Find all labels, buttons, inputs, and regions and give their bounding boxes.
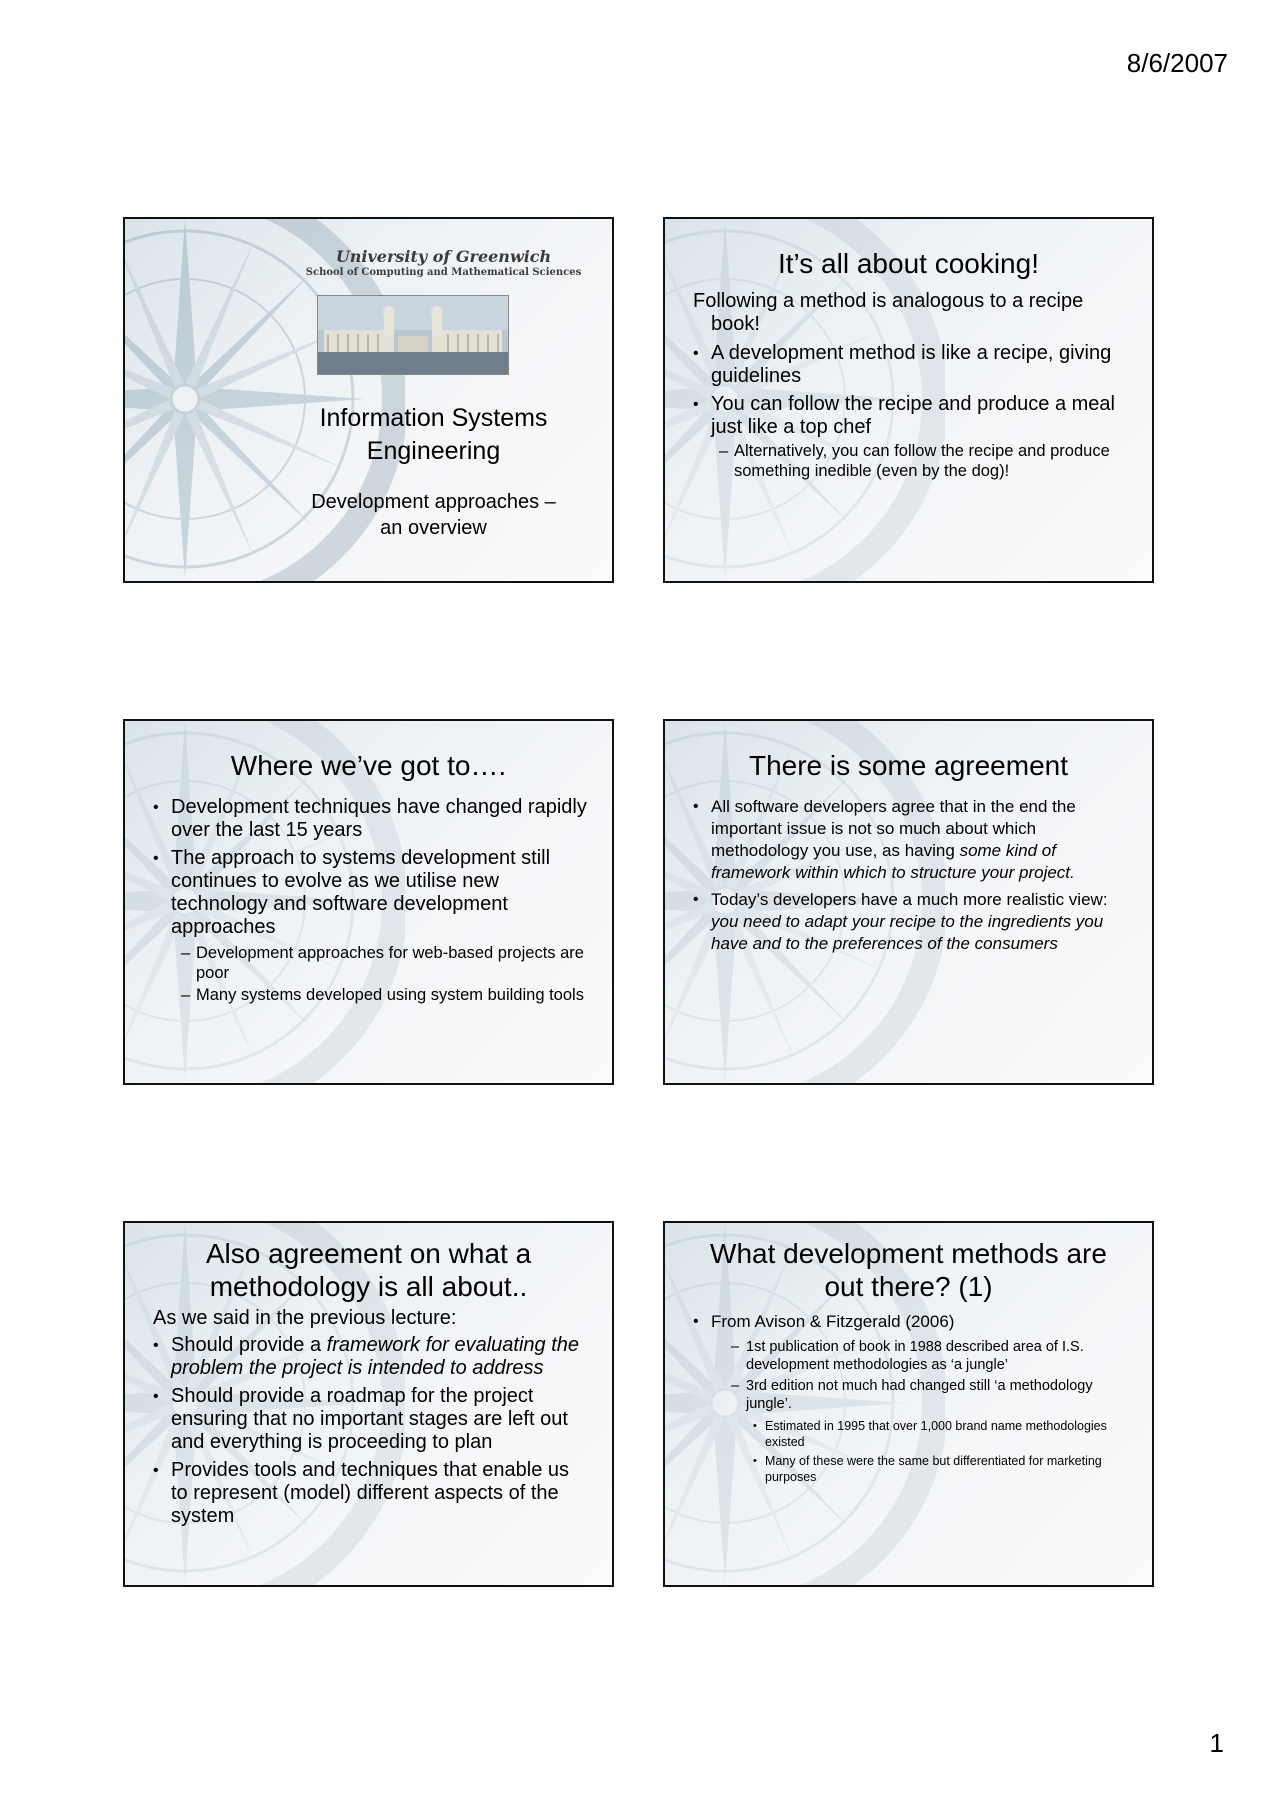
slide-heading	[665, 1237, 1152, 1303]
heading-line: out there? (1)	[824, 1271, 993, 1302]
page-number: 1	[1209, 1728, 1224, 1758]
bullet-text: All software developers agree that in the end the important issue is not so much about which methodology you use, as having	[711, 797, 1076, 860]
presentation-subtitle	[275, 489, 592, 541]
bullet-emphasis: framework for evaluating the problem the project is intended to address	[171, 1334, 580, 1379]
sub-bullet-item: – Many systems developed using system building tools	[181, 986, 588, 1006]
slide-cooking	[663, 217, 1154, 583]
presentation-title	[275, 402, 592, 468]
slide-progress	[123, 719, 614, 1085]
lead-text: As we said in the previous lecture:	[153, 1307, 457, 1329]
bullet-item: • The approach to systems development still continues to evolve as we utilise new technology and software development approaches	[153, 847, 588, 939]
bullet-text: Today’s developers have a much more realistic view:	[711, 890, 1108, 909]
slide-heading: Where we’ve got to….	[230, 750, 507, 781]
subtitle-line: Development approaches –	[311, 491, 556, 513]
sub-bullet-item: – 3rd edition not much had changed still ‘a methodology jungle’.	[731, 1377, 1128, 1413]
title-line: Information Systems	[319, 404, 548, 432]
heading-line: Also agreement on what a	[205, 1238, 532, 1269]
detail-bullet-item: • Many of these were the same but differentiated for marketing purposes	[753, 1453, 1128, 1485]
header-date: 8/6/2007	[1126, 48, 1228, 78]
bullet-item: • Provides tools and techniques that enable us to represent (model) different aspects of the system	[153, 1459, 588, 1528]
bullet-item	[153, 1334, 588, 1380]
bullet-item	[693, 796, 1128, 884]
bullet-emphasis: some kind of framework within which to structure your project.	[711, 841, 1075, 882]
subtitle-line: an overview	[380, 517, 487, 539]
lead-text: Following a method is analogous to a recipe book!	[693, 290, 1084, 335]
heading-line: methodology is all about..	[209, 1271, 528, 1302]
detail-bullet-item: • Estimated in 1995 that over 1,000 brand name methodologies existed	[753, 1418, 1128, 1450]
slide-heading	[125, 1237, 612, 1303]
bullet-item: • Should provide a roadmap for the project ensuring that no important stages are left out and everything is proceeding to plan	[153, 1385, 588, 1454]
bullet-item: • Development techniques have changed rapidly over the last 15 years	[153, 796, 588, 842]
title-line: Engineering	[366, 437, 501, 465]
sub-bullet-item: – Alternatively, you can follow the recipe and produce something inedible (even by the dog)!	[719, 442, 1128, 481]
slide-methods	[663, 1221, 1154, 1587]
bullet-item	[693, 889, 1128, 955]
campus-photo	[317, 295, 509, 375]
school-name: School of Computing and Mathematical Sciences	[305, 267, 582, 278]
slide-heading: It’s all about cooking!	[778, 248, 1039, 279]
sub-bullet-item: – Development approaches for web-based projects are poor	[181, 944, 588, 983]
bullet-text: Should provide a	[171, 1334, 327, 1356]
slide-heading: There is some agreement	[748, 750, 1069, 781]
university-name: University of Greenwich	[335, 247, 552, 266]
heading-line: What development methods are	[710, 1238, 1107, 1269]
bullet-emphasis: you need to adapt your recipe to the ingredients you have and to the preferences of the consumers	[711, 912, 1104, 953]
slide-methodology	[123, 1221, 614, 1587]
slide-title	[123, 217, 614, 583]
sub-bullet-item: – 1st publication of book in 1988 described area of I.S. development methodologies as ‘a jungle’	[731, 1338, 1128, 1374]
bullet-item: • From Avison & Fitzgerald (2006)	[693, 1311, 1128, 1333]
bullet-item: • You can follow the recipe and produce a meal just like a top chef	[693, 393, 1128, 439]
slide-agreement	[663, 719, 1154, 1085]
bullet-item: • A development method is like a recipe, giving guidelines	[693, 342, 1128, 388]
